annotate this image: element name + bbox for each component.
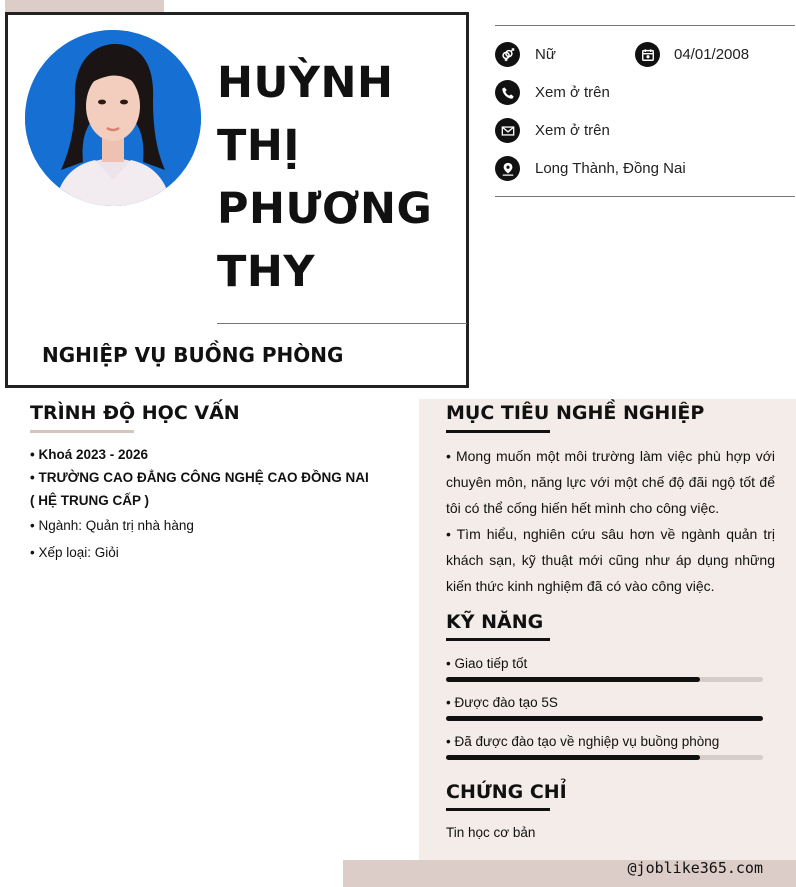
certificates-title: CHỨNG CHỈ <box>446 781 567 803</box>
education-period: • Khoá 2023 - 2026 <box>30 447 149 462</box>
skills-title: KỸ NĂNG <box>446 611 544 633</box>
contact-block <box>495 25 795 197</box>
skill-bar-fill <box>446 677 700 682</box>
skill-bar-track <box>446 677 763 682</box>
certificate-item: Tin học cơ bản <box>446 825 536 840</box>
skill-bar-track <box>446 755 763 760</box>
certificates-title-underline <box>446 808 550 811</box>
name-line: THỊ <box>217 121 300 171</box>
contact-phone <box>495 80 610 105</box>
name-divider <box>217 323 467 324</box>
skill-label: • Được đào tạo 5S <box>446 695 558 710</box>
email-value: Xem ở trên <box>535 122 610 139</box>
location-pin-icon <box>495 156 520 181</box>
contact-email <box>495 118 610 143</box>
skill-label: • Giao tiếp tốt <box>446 656 528 671</box>
avatar <box>25 30 201 206</box>
name-line: PHƯƠNG <box>217 184 433 234</box>
education-school: • TRƯỜNG CAO ĐẲNG CÔNG NGHỆ CAO ĐỒNG NAI <box>30 470 369 485</box>
envelope-icon <box>495 118 520 143</box>
job-title: NGHIỆP VỤ BUỒNG PHÒNG <box>42 343 344 367</box>
gender-value: Nữ <box>535 46 556 63</box>
career-goal-item: • Tìm hiểu, nghiên cứu sâu hơn về ngành quản trị khách sạn, kỹ thuật mới cũng như áp dụng những kiến thức kinh nghiệm đã có vào công việc. <box>446 526 775 594</box>
name-line: HUỲNH <box>217 58 394 108</box>
skill-bar-fill <box>446 716 763 721</box>
avatar-photo-illustration <box>25 30 201 206</box>
skills-title-underline <box>446 638 550 641</box>
watermark: @joblike365.com <box>627 859 763 877</box>
contact-birthdate <box>635 42 749 67</box>
skill-bar-fill <box>446 755 700 760</box>
phone-value: Xem ở trên <box>535 84 610 101</box>
career-goal-content <box>446 443 775 599</box>
full-name <box>217 52 462 304</box>
education-content <box>30 443 400 566</box>
contact-gender <box>495 42 556 67</box>
gender-icon <box>495 42 520 67</box>
education-title-underline <box>30 430 134 433</box>
education-title: TRÌNH ĐỘ HỌC VẤN <box>30 402 240 424</box>
education-school-type: ( HỆ TRUNG CẤP ) <box>30 493 150 508</box>
career-goal-title: MỤC TIÊU NGHỀ NGHIỆP <box>446 402 705 424</box>
birthdate-value: 04/01/2008 <box>674 46 750 63</box>
name-line: THY <box>217 247 315 297</box>
skill-bar-track <box>446 716 763 721</box>
phone-icon <box>495 80 520 105</box>
education-major: • Ngành: Quản trị nhà hàng <box>30 518 194 533</box>
career-goal-title-underline <box>446 430 550 433</box>
address-value: Long Thành, Đồng Nai <box>535 160 686 177</box>
skill-label: • Đã được đào tạo về nghiệp vụ buồng phòng <box>446 734 720 749</box>
career-goal-item: • Mong muốn một môi trường làm việc phù hợp với chuyên môn, năng lực với một chế độ đãi ngộ tốt để tôi có thể cống hiến hết mình cho công việc. <box>446 448 775 516</box>
contact-address <box>495 156 686 181</box>
calendar-icon <box>635 42 660 67</box>
education-rank: • Xếp loại: Giỏi <box>30 545 119 560</box>
